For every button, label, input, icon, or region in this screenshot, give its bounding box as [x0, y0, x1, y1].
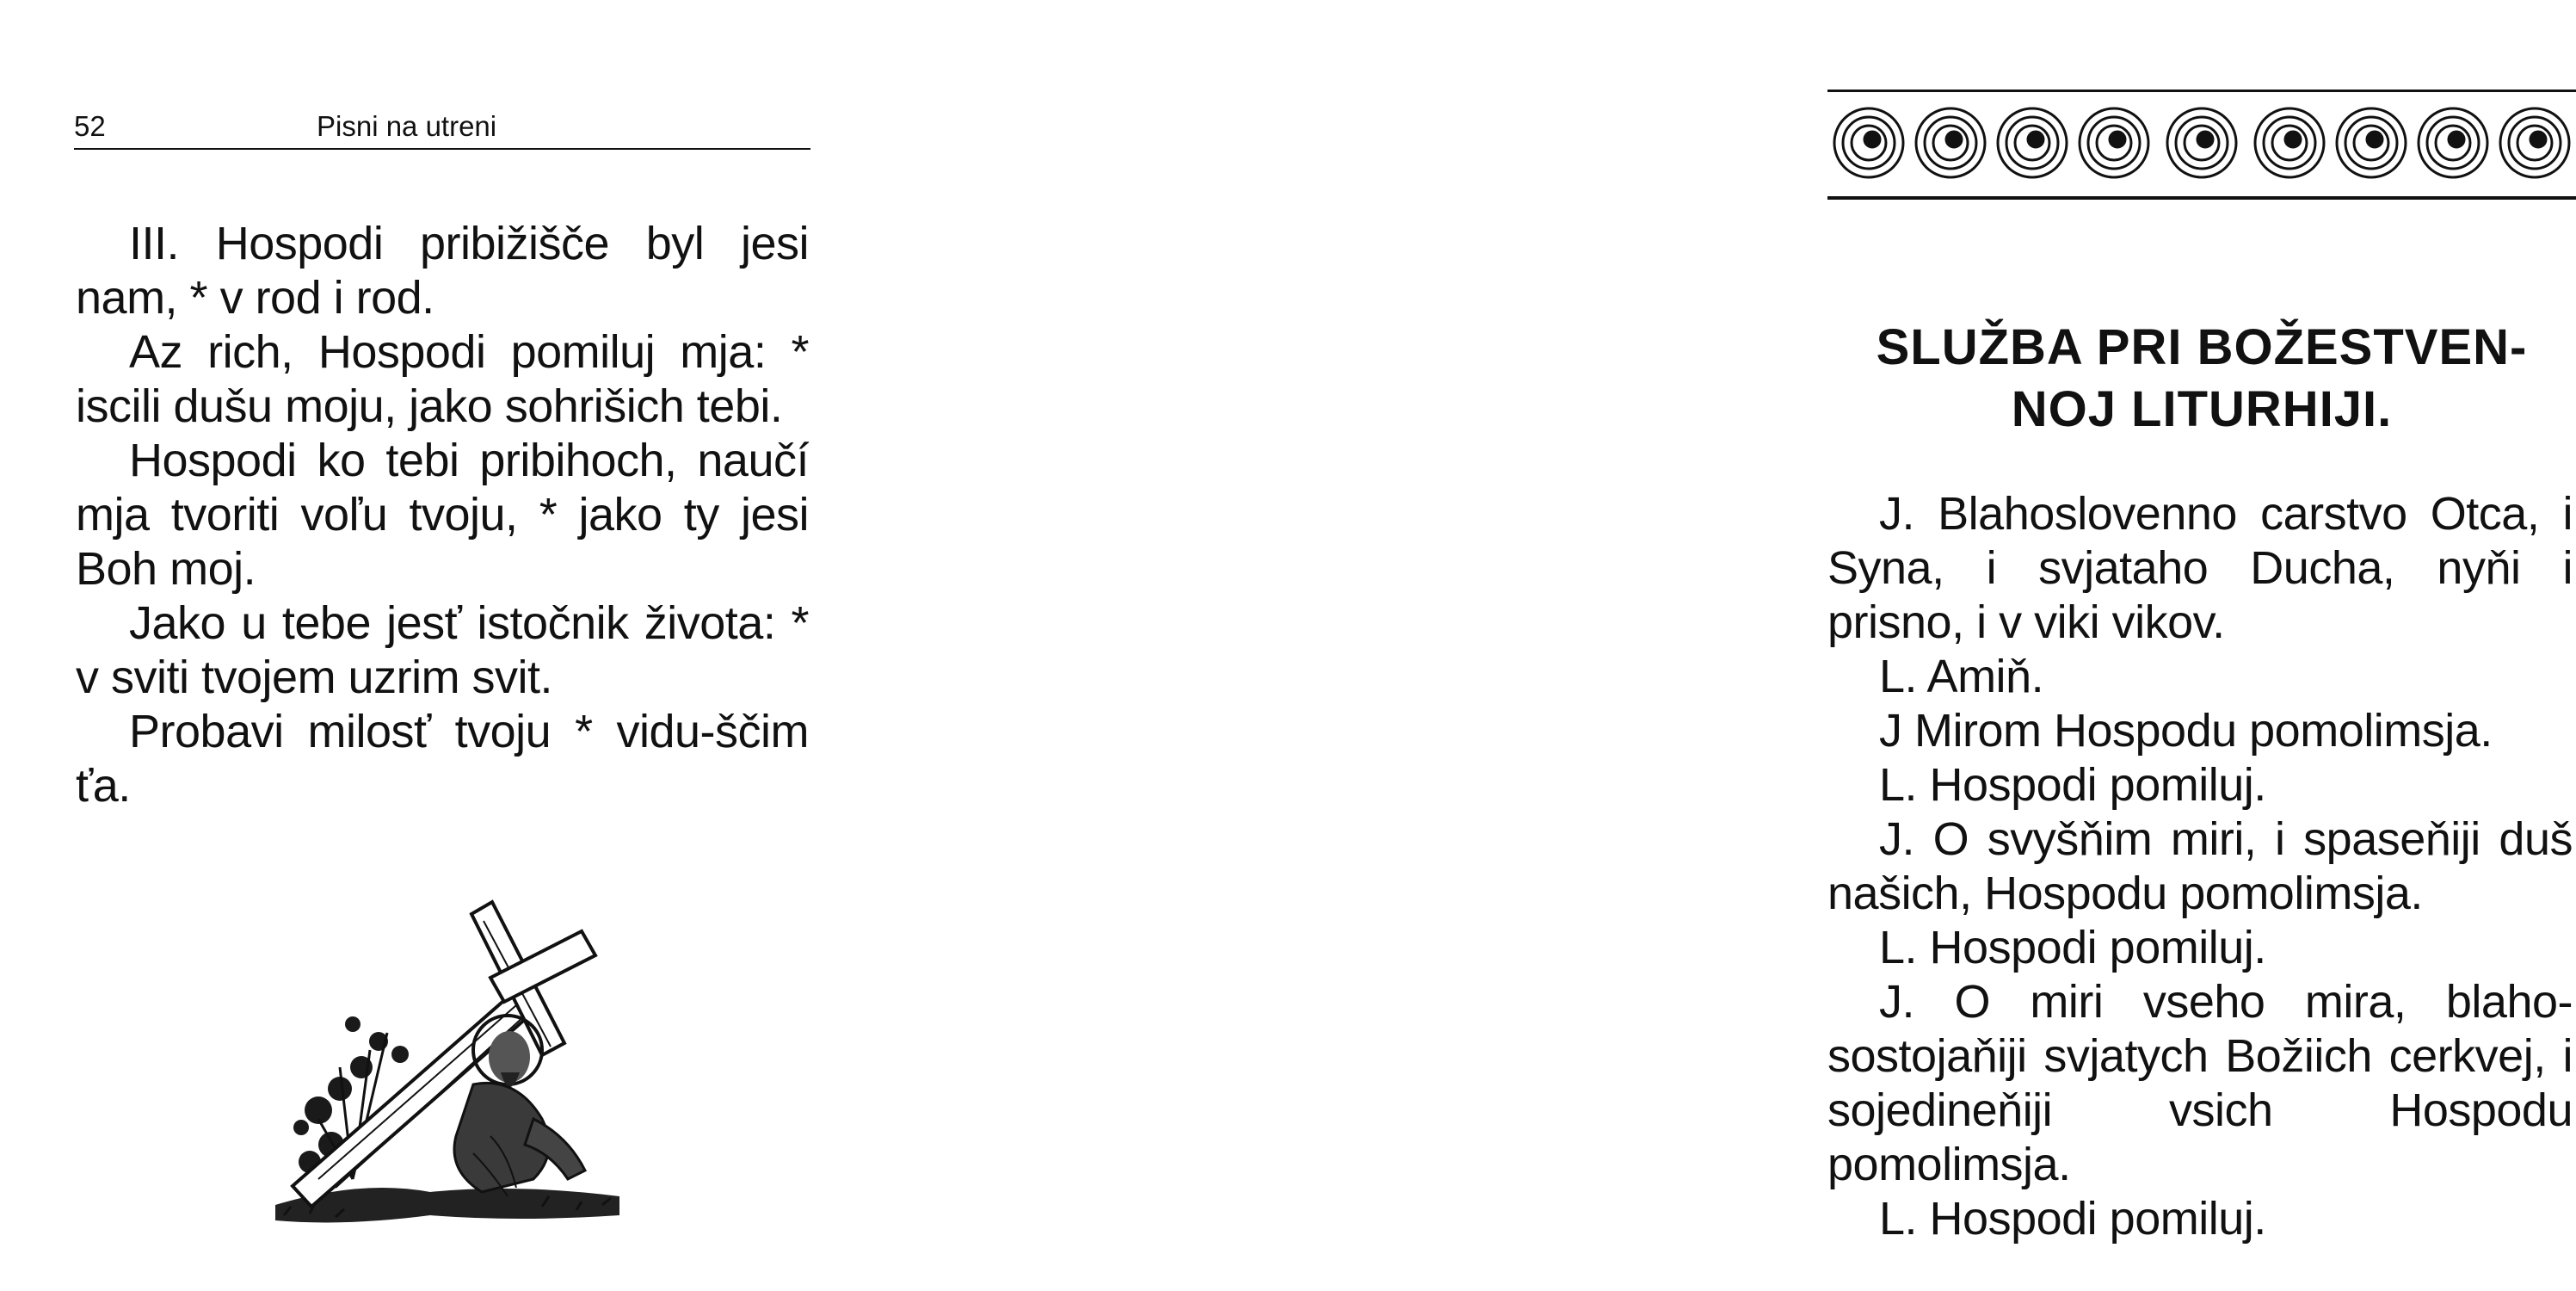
psalm-verses [76, 217, 809, 813]
verse-paragraph: Hospodi ko tebi pribihoch, naučí mja tvoriti voľu tvoju, * jako ty jesi Boh moj. [76, 435, 809, 595]
verse-paragraph: Jako u tebe jesť istočnik života: * v sviti tvojem uzrim svit. [76, 597, 809, 703]
verse-paragraph: Az rich, Hospodi pomiluj mja: * iscili dušu moju, jako sohrišich tebi. [76, 326, 809, 432]
cross-bearer-illustration [258, 895, 637, 1239]
liturgy-line: L. Hospodi pomiluj. [1879, 1193, 2266, 1245]
liturgy-line: L. Hospodi pomiluj. [1879, 759, 2266, 811]
running-title: Pisni na utreni [317, 110, 497, 142]
liturgy-line: J. Blahoslovenno carstvo Otca, i Syna, i svjataho Ducha, nyňi i prisno, i v viki vikov. [1827, 488, 2573, 648]
right-page [878, 0, 2573, 1291]
verse-paragraph: Probavi milosť tvoju * vidu-ščim ťa. [76, 706, 809, 812]
liturgy-line: J. O svyšňim miri, i spaseňiji duš našich, Hospodu pomolimsja. [1827, 813, 2573, 919]
chapter-title: SLUŽBA PRI BOŽESTVEN-NOJ LITURHIJI. [1876, 319, 2528, 437]
liturgy-line: L. Hospodi pomiluj. [1879, 922, 2266, 973]
verse-paragraph: III. Hospodi pribižišče byl jesi nam, * v rod i rod. [76, 218, 809, 324]
liturgy-line: J Mirom Hospodu pomolimsja. [1879, 705, 2493, 757]
rose-ornament-band [1827, 86, 2576, 207]
page-number: 52 [74, 110, 106, 142]
liturgy-line: J. O miri vseho mira, blaho-sostojaňiji svjatych Božiich cerkvej, i sojedineňiji vsich Hospodu pomolimsja. [1827, 976, 2573, 1190]
liturgy-text [1827, 487, 2573, 1246]
running-head [74, 110, 810, 150]
liturgy-line: L. Amiň. [1879, 651, 2044, 702]
left-page [0, 0, 878, 1291]
